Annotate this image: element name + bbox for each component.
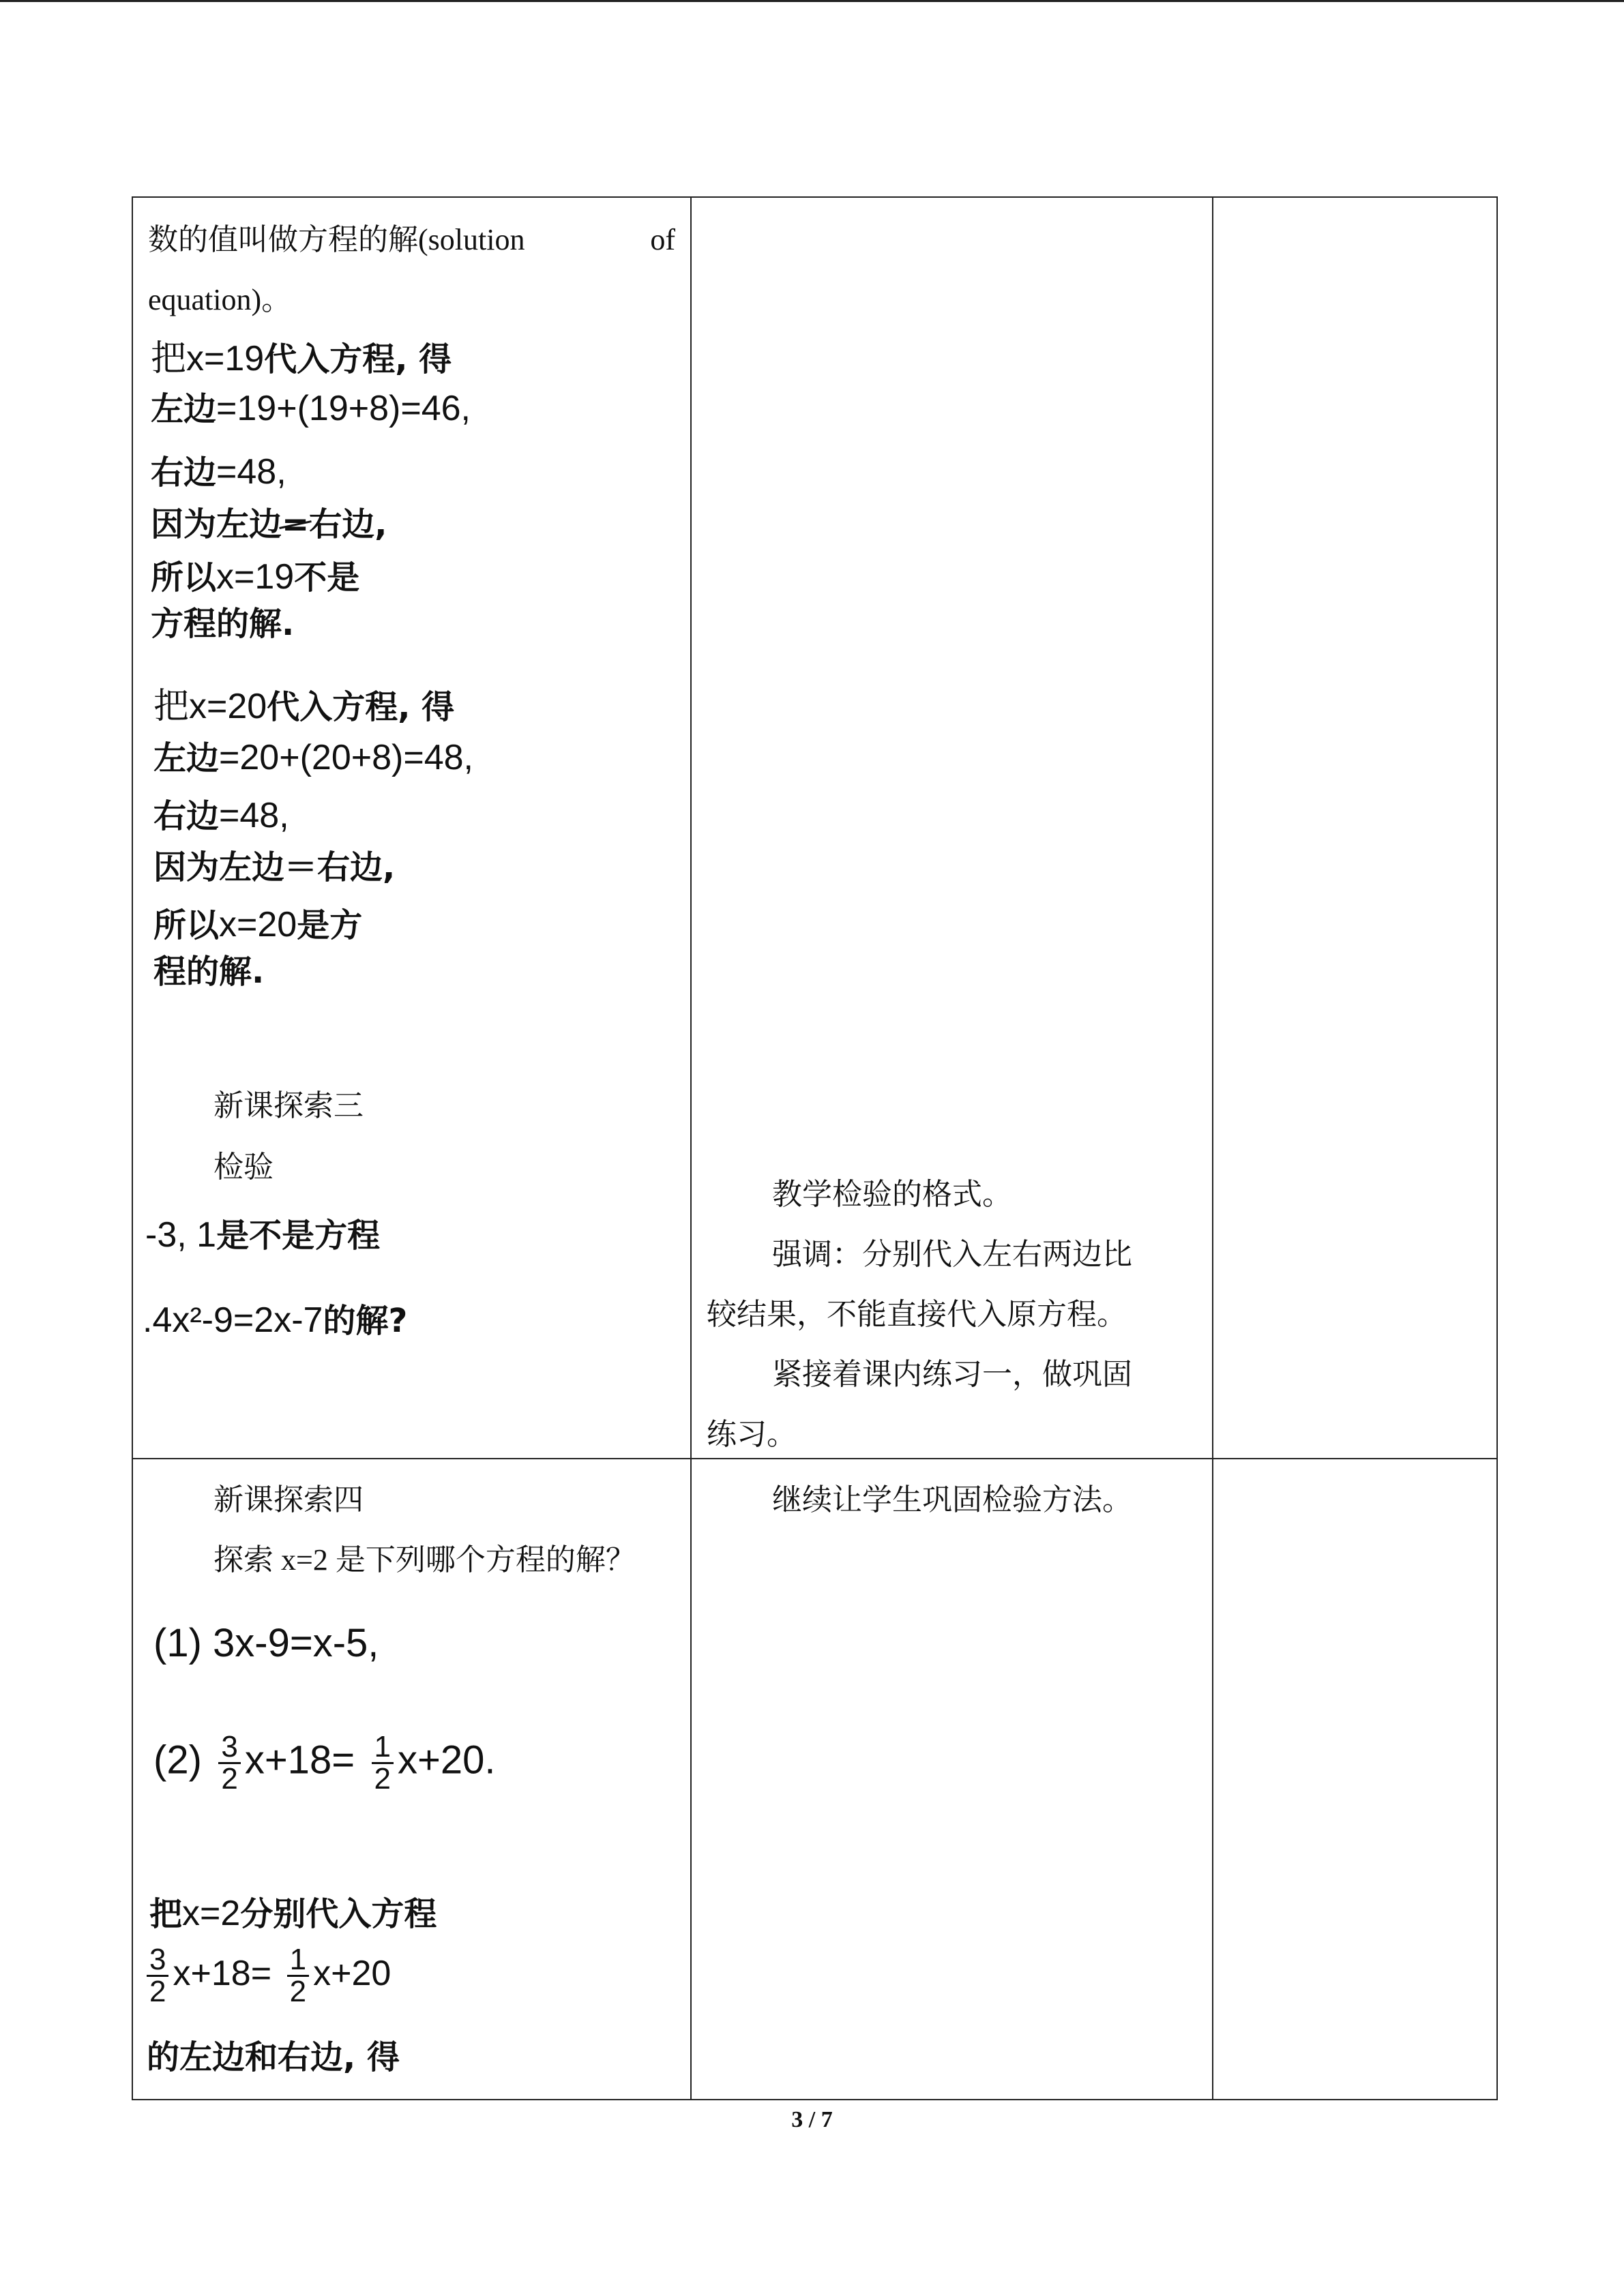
example2-line4 [153, 849, 395, 884]
notes-cell-1 [691, 197, 1213, 1459]
therefore-text: 所以 [151, 558, 217, 597]
fraction-denominator: 2 [289, 1975, 307, 2008]
example2-line5 [153, 907, 362, 942]
table-row [132, 1459, 1497, 2100]
fraction-denominator: 2 [149, 1975, 166, 2008]
substitute-rest-text: 分别代入方程 [240, 1895, 437, 1933]
fraction-denominator: 2 [221, 1762, 238, 1795]
question-text: 是不是方程 [216, 1217, 381, 1255]
section-heading-3: 新课探索三 [213, 1089, 364, 1122]
fraction-numerator: 1 [372, 1732, 394, 1764]
lesson-table [132, 196, 1498, 2100]
definition-line-1 [148, 225, 675, 255]
section-subheading-3: 检验 [213, 1150, 274, 1184]
notes-cell-2 [691, 1459, 1213, 2100]
example2-line2 [153, 740, 473, 775]
example1-line1 [151, 341, 452, 376]
question-line-2 [143, 1302, 407, 1338]
fraction-denominator: 2 [374, 1762, 391, 1795]
question-equation: .4x²-9=2x-7 [143, 1300, 323, 1340]
notes-paragraph-3-line1: 紧接着课内练习一，做巩固 [772, 1358, 1132, 1391]
substitution-result-text: 的左边和右边, 得 [147, 2038, 400, 2076]
because-equal-text: 因为左边＝右边, [153, 848, 396, 886]
example1-line4 [151, 506, 387, 541]
fraction-numerator: 3 [147, 1945, 168, 1977]
top-border-line [0, 0, 1624, 2]
substitution-equation-end: x+20 [313, 1954, 392, 1993]
example2-sub-value: 把x=20 [153, 687, 267, 726]
conclusion-text: 程的解. [153, 953, 265, 991]
substitution-line-2 [147, 1945, 391, 2007]
example2-sub-text: 代入方程, 得 [267, 688, 455, 726]
equation-1-text: (1) 3x-9=x-5, [153, 1621, 379, 1665]
question-line-1 [145, 1217, 380, 1253]
right-side-label: 右边 [151, 453, 217, 492]
right-side-expression: =48, [216, 452, 286, 492]
fraction-three-halves [218, 1732, 240, 1794]
right-side-expression: =48, [219, 796, 289, 835]
question-end-text: 的解? [323, 1302, 408, 1340]
right-side-label: 右边 [153, 797, 220, 835]
substitution-line-1 [149, 1896, 437, 1931]
table-row [132, 197, 1497, 1459]
equation-1 [153, 1623, 379, 1663]
definition-line-2: equation)。 [148, 283, 292, 316]
notes-paragraph-2-line1: 强调：分别代入左右两边比 [772, 1238, 1132, 1271]
substitute-value: x=2 [182, 1894, 241, 1933]
substitution-line-3 [147, 2039, 400, 2074]
content-cell-2 [132, 1459, 691, 2100]
section-heading-4: 新课探索四 [213, 1483, 364, 1517]
not-equal-sign: = [282, 505, 310, 543]
therefore-text: 所以 [153, 906, 220, 944]
conclusion-text: 方程的解. [151, 605, 295, 643]
right-side-text: 右边, [309, 505, 387, 543]
example1-sub-value: 把x=19 [151, 339, 265, 378]
because-left-text: 因为左边 [151, 505, 282, 543]
section-question-4: 探索 x=2 是下列哪个方程的解？ [213, 1543, 636, 1577]
candidate-value: x=19 [216, 557, 295, 597]
example2-line1 [153, 689, 454, 724]
page-number: 3 / 7 [791, 2107, 833, 2132]
example1-sub-text: 代入方程, 得 [264, 340, 452, 378]
fraction-one-half [372, 1732, 394, 1794]
left-side-expression: =19+(19+8)=46, [216, 389, 471, 428]
empty-cell-2 [1213, 1459, 1497, 2100]
content-cell-1 [132, 197, 691, 1459]
question-values: -3, 1 [145, 1215, 217, 1255]
left-side-expression: =20+(20+8)=48, [219, 738, 474, 777]
substitution-equation-middle: x+18= [173, 1954, 272, 1993]
definition-text-end: of [650, 223, 675, 256]
fraction-one-half [287, 1945, 309, 2007]
example1-line2 [151, 391, 471, 426]
example1-line6 [151, 606, 294, 641]
equation-2-middle: x+18= [244, 1738, 355, 1783]
example1-line5 [151, 559, 359, 595]
candidate-value: x=20 [219, 905, 297, 944]
fraction-numerator: 3 [218, 1732, 240, 1764]
equation-2-label: (2) [153, 1738, 202, 1783]
notes-paragraph-1: 教学检验的格式。 [772, 1178, 1012, 1211]
left-side-label: 左边 [153, 739, 220, 777]
example1-line3 [151, 454, 286, 490]
not-is-text: 不是 [294, 558, 360, 597]
notes-paragraph-3-line2: 练习。 [707, 1418, 797, 1451]
substitute-text: 把 [149, 1895, 183, 1933]
left-side-label: 左边 [151, 390, 217, 428]
fraction-numerator: 1 [287, 1945, 309, 1977]
equation-2-end: x+20. [398, 1738, 496, 1783]
example2-line3 [153, 798, 289, 833]
notes-paragraph: 继续让学生巩固检验方法。 [772, 1483, 1132, 1517]
fraction-three-halves [147, 1945, 168, 2007]
is-text: 是方 [297, 906, 363, 944]
empty-cell-1 [1213, 197, 1497, 1459]
equation-2 [153, 1732, 496, 1794]
definition-text: 数的值叫做方程的解(solution [148, 223, 525, 256]
notes-paragraph-2-line2: 较结果，不能直接代入原方程。 [707, 1298, 1127, 1331]
example2-line6 [153, 953, 264, 989]
